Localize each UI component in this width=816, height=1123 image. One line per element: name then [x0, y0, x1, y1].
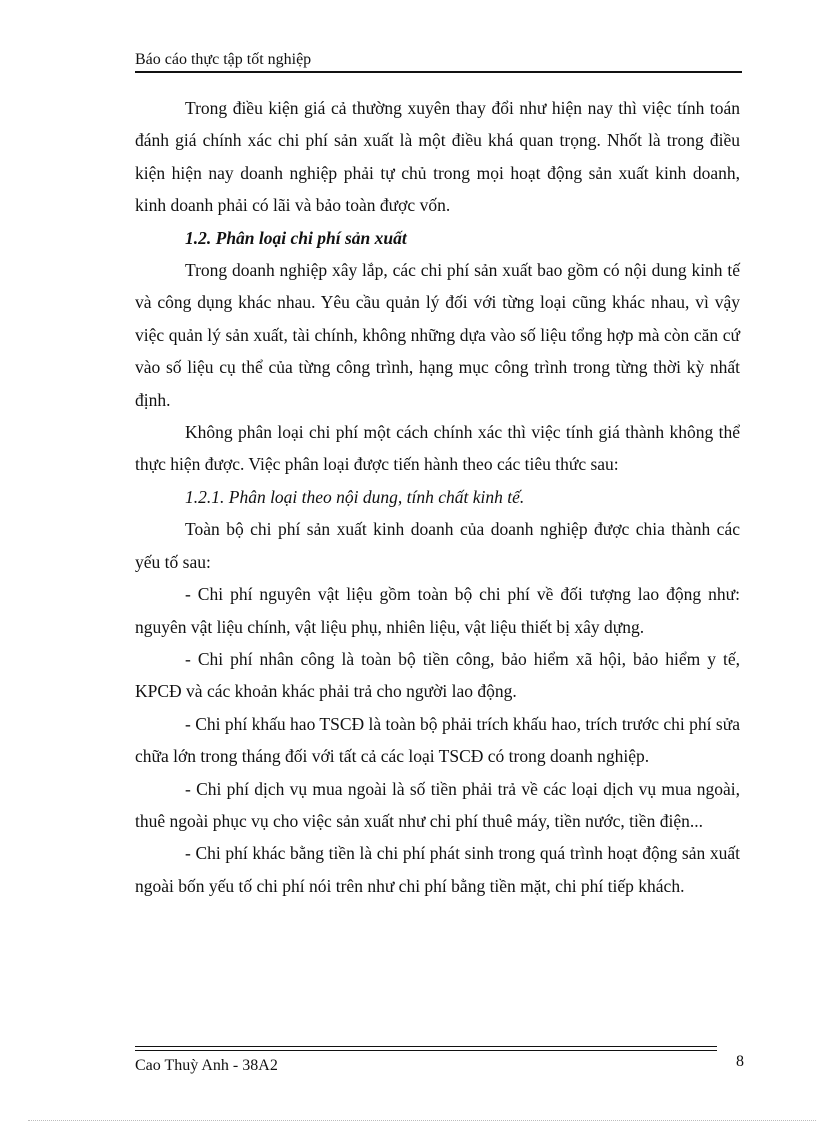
- section-heading: 1.2. Phân loại chi phí sản xuất: [185, 227, 407, 248]
- list-item-services: - Chi phí dịch vụ mua ngoài là số tiền phải trả về các loại dịch vụ mua ngoài, thuê ngoài phục vụ cho việc sản xuất như chi phí thuê máy, tiền nước, tiền điện...: [135, 778, 740, 831]
- footer-divider: [135, 1046, 717, 1051]
- paragraph-elements: Toàn bộ chi phí sản xuất kinh doanh của doanh nghiệp được chia thành các yếu tố sau:: [135, 519, 740, 572]
- paragraph-cost-types: Trong doanh nghiệp xây lắp, các chi phí sản xuất bao gồm có nội dung kinh tế và công dụng khác nhau. Yêu cầu quản lý đối với từng loại cũng khác nhau, vì vậy việc quản lý sản xuất, tài chính, không những dựa vào số liệu tổng hợp mà còn căn cứ vào số liệu cụ thể của từng công trình, hạng mục công trình trong từng thời kỳ nhất định.: [135, 260, 740, 410]
- footer-author: Cao Thuỳ Anh - 38A2: [135, 1057, 278, 1074]
- list-item-depreciation: - Chi phí khấu hao TSCĐ là toàn bộ phải trích khấu hao, trích trước chi phí sửa chữa lớn trong tháng đối với tất cả các loại TSCĐ có trong doanh nghiệp.: [135, 713, 740, 767]
- page-bottom-border: [28, 1120, 816, 1121]
- list-item-labor: - Chi phí nhân công là toàn bộ tiền công, bảo hiểm xã hội, bảo hiểm y tế, KPCĐ và các khoản khác phải trả cho người lao động.: [135, 648, 740, 702]
- document-body: [135, 92, 740, 902]
- paragraph-intro: Trong điều kiện giá cả thường xuyên thay đổi như hiện nay thì việc tính toán đánh giá chính xác chi phí sản xuất là một điều khá quan trọng. Nhốt là trong điều kiện hiện nay doanh nghiệp phải tự chủ trong mọi hoạt động sản xuất kinh doanh, kinh doanh phải có lãi và bảo toàn được vốn.: [135, 98, 740, 216]
- list-item-materials: - Chi phí nguyên vật liệu gồm toàn bộ chi phí về đối tượng lao động như: nguyên vật liệu chính, vật liệu phụ, nhiên liệu, vật liệu thiết bị xây dựng.: [135, 584, 740, 637]
- header-divider: [135, 71, 742, 73]
- subsection-heading: 1.2.1. Phân loại theo nội dung, tính chất kinh tế.: [185, 486, 525, 507]
- page-header: Báo cáo thực tập tốt nghiệp: [135, 51, 312, 68]
- paragraph-classification: Không phân loại chi phí một cách chính xác thì việc tính giá thành không thể thực hiện được. Việc phân loại được tiến hành theo các tiêu thức sau:: [135, 422, 740, 475]
- list-item-other: - Chi phí khác bằng tiền là chi phí phát sinh trong quá trình hoạt động sản xuất ngoài bốn yếu tố chi phí nói trên như chi phí bằng tiền mặt, chi phí tiếp khách.: [135, 843, 740, 896]
- page-number: 8: [736, 1053, 744, 1070]
